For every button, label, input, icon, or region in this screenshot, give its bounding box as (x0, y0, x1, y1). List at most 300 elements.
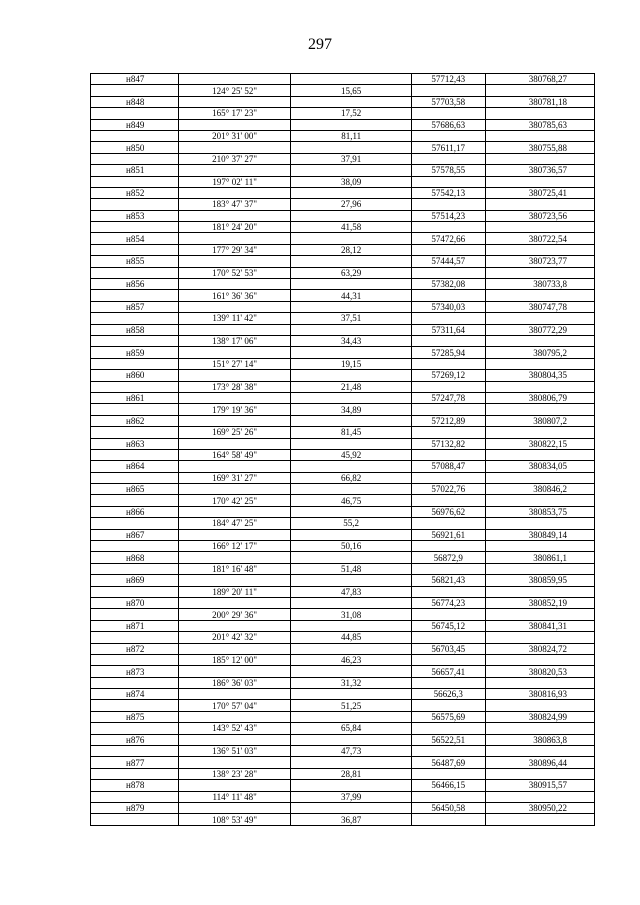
segment-row (91, 768, 595, 779)
y-coordinate-cell (485, 199, 594, 210)
y-coordinate-cell: 380861,1 (485, 552, 594, 563)
y-coordinate-cell (485, 244, 594, 255)
point-name-cell (91, 518, 179, 529)
y-coordinate-cell: 380747,78 (485, 301, 594, 312)
angle-cell (178, 142, 290, 153)
point-row (91, 210, 595, 221)
segment-row (91, 381, 595, 392)
segment-row (91, 541, 595, 552)
angle-cell: 185° 12' 00" (178, 654, 290, 665)
point-name-cell: н855 (91, 256, 179, 267)
point-row (91, 506, 595, 517)
point-name-cell (91, 632, 179, 643)
y-coordinate-cell: 380722,54 (485, 233, 594, 244)
point-name-cell: н871 (91, 620, 179, 631)
distance-cell: 31,08 (291, 609, 412, 620)
point-name-cell: н874 (91, 689, 179, 700)
angle-cell (178, 210, 290, 221)
distance-cell: 45,92 (291, 449, 412, 460)
angle-cell: 210° 37' 27" (178, 153, 290, 164)
angle-cell: 114° 11' 48" (178, 791, 290, 802)
angle-cell: 186° 36' 03" (178, 677, 290, 688)
x-coordinate-cell: 57340,03 (411, 301, 485, 312)
x-coordinate-cell: 56976,62 (411, 506, 485, 517)
x-coordinate-cell (411, 358, 485, 369)
point-name-cell: н847 (91, 74, 179, 85)
point-name-cell (91, 267, 179, 278)
y-coordinate-cell (485, 130, 594, 141)
y-coordinate-cell: 380723,77 (485, 256, 594, 267)
x-coordinate-cell: 56745,12 (411, 620, 485, 631)
distance-cell: 31,32 (291, 677, 412, 688)
x-coordinate-cell (411, 654, 485, 665)
distance-cell (291, 142, 412, 153)
angle-cell (178, 370, 290, 381)
y-coordinate-cell: 380852,19 (485, 597, 594, 608)
x-coordinate-cell: 57542,13 (411, 187, 485, 198)
point-row (91, 780, 595, 791)
angle-cell (178, 620, 290, 631)
point-name-cell (91, 541, 179, 552)
distance-cell (291, 597, 412, 608)
x-coordinate-cell: 57247,78 (411, 392, 485, 403)
distance-cell: 36,87 (291, 814, 412, 825)
angle-cell (178, 780, 290, 791)
point-row (91, 666, 595, 677)
segment-row (91, 85, 595, 96)
y-coordinate-cell (485, 677, 594, 688)
distance-cell: 21,48 (291, 381, 412, 392)
point-name-cell (91, 654, 179, 665)
distance-cell (291, 347, 412, 358)
y-coordinate-cell: 380806,79 (485, 392, 594, 403)
point-name-cell: н856 (91, 279, 179, 290)
x-coordinate-cell: 57578,55 (411, 165, 485, 176)
x-coordinate-cell: 56774,23 (411, 597, 485, 608)
distance-cell: 51,25 (291, 700, 412, 711)
x-coordinate-cell: 57382,08 (411, 279, 485, 290)
distance-cell (291, 256, 412, 267)
x-coordinate-cell (411, 768, 485, 779)
y-coordinate-cell: 380846,2 (485, 484, 594, 495)
point-row (91, 711, 595, 722)
distance-cell: 47,83 (291, 586, 412, 597)
angle-cell (178, 347, 290, 358)
y-coordinate-cell (485, 222, 594, 233)
segment-row (91, 313, 595, 324)
x-coordinate-cell: 57444,57 (411, 256, 485, 267)
y-coordinate-cell (485, 814, 594, 825)
x-coordinate-cell: 57269,12 (411, 370, 485, 381)
point-name-cell (91, 153, 179, 164)
y-coordinate-cell: 380768,27 (485, 74, 594, 85)
x-coordinate-cell (411, 746, 485, 757)
point-row (91, 233, 595, 244)
y-coordinate-cell (485, 632, 594, 643)
point-name-cell: н860 (91, 370, 179, 381)
point-name-cell: н862 (91, 415, 179, 426)
segment-row (91, 700, 595, 711)
point-row (91, 165, 595, 176)
angle-cell (178, 666, 290, 677)
y-coordinate-cell: 380853,75 (485, 506, 594, 517)
distance-cell (291, 415, 412, 426)
point-row (91, 438, 595, 449)
point-name-cell (91, 768, 179, 779)
angle-cell (178, 506, 290, 517)
point-row (91, 142, 595, 153)
angle-cell (178, 415, 290, 426)
angle-cell (178, 643, 290, 654)
angle-cell: 165° 17' 23" (178, 108, 290, 119)
distance-cell (291, 233, 412, 244)
y-coordinate-cell (485, 176, 594, 187)
point-name-cell (91, 222, 179, 233)
angle-cell: 170° 42' 25" (178, 495, 290, 506)
point-name-cell (91, 677, 179, 688)
point-name-cell: н850 (91, 142, 179, 153)
x-coordinate-cell (411, 541, 485, 552)
angle-cell (178, 279, 290, 290)
segment-row (91, 130, 595, 141)
point-name-cell (91, 290, 179, 301)
point-name-cell (91, 176, 179, 187)
distance-cell: 34,43 (291, 335, 412, 346)
coordinates-table (90, 73, 595, 826)
point-name-cell: н878 (91, 780, 179, 791)
point-row (91, 575, 595, 586)
y-coordinate-cell (485, 85, 594, 96)
angle-cell: 166° 12' 17" (178, 541, 290, 552)
y-coordinate-cell (485, 427, 594, 438)
segment-row (91, 677, 595, 688)
angle-cell: 197° 02' 11" (178, 176, 290, 187)
angle-cell: 173° 28' 38" (178, 381, 290, 392)
angle-cell (178, 165, 290, 176)
segment-row (91, 449, 595, 460)
angle-cell (178, 689, 290, 700)
y-coordinate-cell: 380849,14 (485, 529, 594, 540)
x-coordinate-cell: 56575,69 (411, 711, 485, 722)
y-coordinate-cell: 380824,99 (485, 711, 594, 722)
segment-row (91, 723, 595, 734)
point-row (91, 529, 595, 540)
point-row (91, 187, 595, 198)
x-coordinate-cell (411, 267, 485, 278)
point-row (91, 689, 595, 700)
angle-cell: 108° 53' 49" (178, 814, 290, 825)
angle-cell: 136° 51' 03" (178, 746, 290, 757)
segment-row (91, 563, 595, 574)
angle-cell: 201° 31' 00" (178, 130, 290, 141)
distance-cell (291, 666, 412, 677)
y-coordinate-cell: 380896,44 (485, 757, 594, 768)
distance-cell: 44,31 (291, 290, 412, 301)
point-name-cell: н848 (91, 96, 179, 107)
y-coordinate-cell (485, 723, 594, 734)
x-coordinate-cell (411, 108, 485, 119)
angle-cell (178, 256, 290, 267)
segment-row (91, 518, 595, 529)
y-coordinate-cell (485, 313, 594, 324)
segment-row (91, 404, 595, 415)
y-coordinate-cell (485, 472, 594, 483)
distance-cell (291, 711, 412, 722)
y-coordinate-cell: 380824,72 (485, 643, 594, 654)
angle-cell: 201° 42' 32" (178, 632, 290, 643)
angle-cell: 138° 17' 06" (178, 335, 290, 346)
point-name-cell: н870 (91, 597, 179, 608)
page-number: 297 (308, 36, 332, 53)
distance-cell: 46,75 (291, 495, 412, 506)
point-name-cell (91, 814, 179, 825)
distance-cell: 38,09 (291, 176, 412, 187)
distance-cell (291, 279, 412, 290)
distance-cell: 37,91 (291, 153, 412, 164)
angle-cell (178, 119, 290, 130)
distance-cell: 34,89 (291, 404, 412, 415)
segment-row (91, 267, 595, 278)
point-row (91, 620, 595, 631)
angle-cell (178, 74, 290, 85)
point-row (91, 301, 595, 312)
point-row (91, 347, 595, 358)
x-coordinate-cell (411, 313, 485, 324)
segment-row (91, 472, 595, 483)
x-coordinate-cell (411, 335, 485, 346)
y-coordinate-cell: 380755,88 (485, 142, 594, 153)
angle-cell: 169° 31' 27" (178, 472, 290, 483)
segment-row (91, 632, 595, 643)
point-name-cell: н853 (91, 210, 179, 221)
angle-cell (178, 484, 290, 495)
point-name-cell (91, 563, 179, 574)
angle-cell (178, 711, 290, 722)
y-coordinate-cell (485, 381, 594, 392)
x-coordinate-cell (411, 199, 485, 210)
point-name-cell (91, 244, 179, 255)
y-coordinate-cell: 380950,22 (485, 803, 594, 814)
x-coordinate-cell: 56466,15 (411, 780, 485, 791)
distance-cell (291, 529, 412, 540)
angle-cell: 181° 16' 48" (178, 563, 290, 574)
x-coordinate-cell: 57472,66 (411, 233, 485, 244)
segment-row (91, 358, 595, 369)
point-name-cell (91, 723, 179, 734)
point-name-cell (91, 381, 179, 392)
angle-cell (178, 597, 290, 608)
x-coordinate-cell (411, 700, 485, 711)
y-coordinate-cell: 380841,31 (485, 620, 594, 631)
angle-cell: 177° 29' 34" (178, 244, 290, 255)
point-row (91, 370, 595, 381)
y-coordinate-cell (485, 267, 594, 278)
distance-cell: 46,23 (291, 654, 412, 665)
point-name-cell (91, 358, 179, 369)
point-name-cell (91, 746, 179, 757)
point-name-cell: н859 (91, 347, 179, 358)
y-coordinate-cell (485, 746, 594, 757)
y-coordinate-cell (485, 700, 594, 711)
point-name-cell: н865 (91, 484, 179, 495)
y-coordinate-cell: 380736,57 (485, 165, 594, 176)
point-name-cell (91, 108, 179, 119)
y-coordinate-cell (485, 541, 594, 552)
angle-cell (178, 734, 290, 745)
distance-cell: 41,58 (291, 222, 412, 233)
angle-cell: 124° 25' 52" (178, 85, 290, 96)
x-coordinate-cell (411, 791, 485, 802)
x-coordinate-cell (411, 130, 485, 141)
distance-cell (291, 210, 412, 221)
angle-cell: 139° 11' 42" (178, 313, 290, 324)
segment-row (91, 609, 595, 620)
point-name-cell: н872 (91, 643, 179, 654)
x-coordinate-cell: 56487,69 (411, 757, 485, 768)
point-row (91, 415, 595, 426)
distance-cell (291, 96, 412, 107)
point-name-cell: н864 (91, 461, 179, 472)
point-row (91, 324, 595, 335)
distance-cell (291, 506, 412, 517)
x-coordinate-cell (411, 85, 485, 96)
point-row (91, 256, 595, 267)
x-coordinate-cell: 57311,64 (411, 324, 485, 335)
x-coordinate-cell (411, 472, 485, 483)
x-coordinate-cell: 56921,61 (411, 529, 485, 540)
x-coordinate-cell: 57212,89 (411, 415, 485, 426)
point-name-cell (91, 495, 179, 506)
angle-cell: 200° 29' 36" (178, 609, 290, 620)
angle-cell (178, 529, 290, 540)
distance-cell: 27,96 (291, 199, 412, 210)
distance-cell: 47,73 (291, 746, 412, 757)
point-row (91, 74, 595, 85)
point-name-cell (91, 130, 179, 141)
angle-cell: 183° 47' 37" (178, 199, 290, 210)
y-coordinate-cell (485, 586, 594, 597)
distance-cell: 50,16 (291, 541, 412, 552)
point-row (91, 552, 595, 563)
x-coordinate-cell: 57611,17 (411, 142, 485, 153)
segment-row (91, 791, 595, 802)
y-coordinate-cell (485, 518, 594, 529)
distance-cell (291, 370, 412, 381)
distance-cell (291, 324, 412, 335)
point-name-cell (91, 449, 179, 460)
angle-cell (178, 803, 290, 814)
y-coordinate-cell: 380915,57 (485, 780, 594, 791)
point-name-cell: н857 (91, 301, 179, 312)
y-coordinate-cell (485, 358, 594, 369)
point-row (91, 734, 595, 745)
distance-cell: 15,65 (291, 85, 412, 96)
distance-cell: 28,12 (291, 244, 412, 255)
distance-cell (291, 552, 412, 563)
distance-cell: 81,45 (291, 427, 412, 438)
distance-cell (291, 461, 412, 472)
angle-cell: 169° 25' 26" (178, 427, 290, 438)
x-coordinate-cell: 57686,63 (411, 119, 485, 130)
x-coordinate-cell: 56626,3 (411, 689, 485, 700)
segment-row (91, 222, 595, 233)
angle-cell (178, 233, 290, 244)
point-name-cell: н873 (91, 666, 179, 677)
point-row (91, 484, 595, 495)
segment-row (91, 108, 595, 119)
segment-row (91, 199, 595, 210)
y-coordinate-cell (485, 335, 594, 346)
distance-cell (291, 780, 412, 791)
point-row (91, 643, 595, 654)
distance-cell: 44,85 (291, 632, 412, 643)
x-coordinate-cell (411, 153, 485, 164)
distance-cell (291, 301, 412, 312)
x-coordinate-cell (411, 449, 485, 460)
point-row (91, 803, 595, 814)
y-coordinate-cell (485, 153, 594, 164)
y-coordinate-cell (485, 495, 594, 506)
x-coordinate-cell (411, 518, 485, 529)
x-coordinate-cell (411, 176, 485, 187)
y-coordinate-cell: 380863,8 (485, 734, 594, 745)
point-row (91, 392, 595, 403)
y-coordinate-cell (485, 404, 594, 415)
x-coordinate-cell: 56657,41 (411, 666, 485, 677)
distance-cell: 19,15 (291, 358, 412, 369)
x-coordinate-cell (411, 609, 485, 620)
angle-cell: 181° 24' 20" (178, 222, 290, 233)
distance-cell (291, 438, 412, 449)
distance-cell (291, 74, 412, 85)
x-coordinate-cell: 56703,45 (411, 643, 485, 654)
y-coordinate-cell: 380822,15 (485, 438, 594, 449)
angle-cell (178, 461, 290, 472)
x-coordinate-cell: 57022,76 (411, 484, 485, 495)
x-coordinate-cell (411, 586, 485, 597)
point-name-cell: н867 (91, 529, 179, 540)
angle-cell (178, 324, 290, 335)
x-coordinate-cell (411, 290, 485, 301)
point-row (91, 461, 595, 472)
distance-cell (291, 484, 412, 495)
distance-cell: 81,11 (291, 130, 412, 141)
point-name-cell: н879 (91, 803, 179, 814)
segment-row (91, 153, 595, 164)
angle-cell: 161° 36' 36" (178, 290, 290, 301)
angle-cell (178, 438, 290, 449)
x-coordinate-cell: 57703,58 (411, 96, 485, 107)
segment-row (91, 335, 595, 346)
point-row (91, 119, 595, 130)
y-coordinate-cell (485, 609, 594, 620)
distance-cell (291, 575, 412, 586)
segment-row (91, 746, 595, 757)
segment-row (91, 290, 595, 301)
y-coordinate-cell: 380795,2 (485, 347, 594, 358)
point-name-cell: н876 (91, 734, 179, 745)
segment-row (91, 814, 595, 825)
y-coordinate-cell: 380820,53 (485, 666, 594, 677)
point-row (91, 279, 595, 290)
point-name-cell: н852 (91, 187, 179, 198)
point-name-cell (91, 427, 179, 438)
x-coordinate-cell: 56522,51 (411, 734, 485, 745)
angle-cell: 164° 58' 49" (178, 449, 290, 460)
distance-cell: 63,29 (291, 267, 412, 278)
point-name-cell: н854 (91, 233, 179, 244)
angle-cell: 170° 57' 04" (178, 700, 290, 711)
